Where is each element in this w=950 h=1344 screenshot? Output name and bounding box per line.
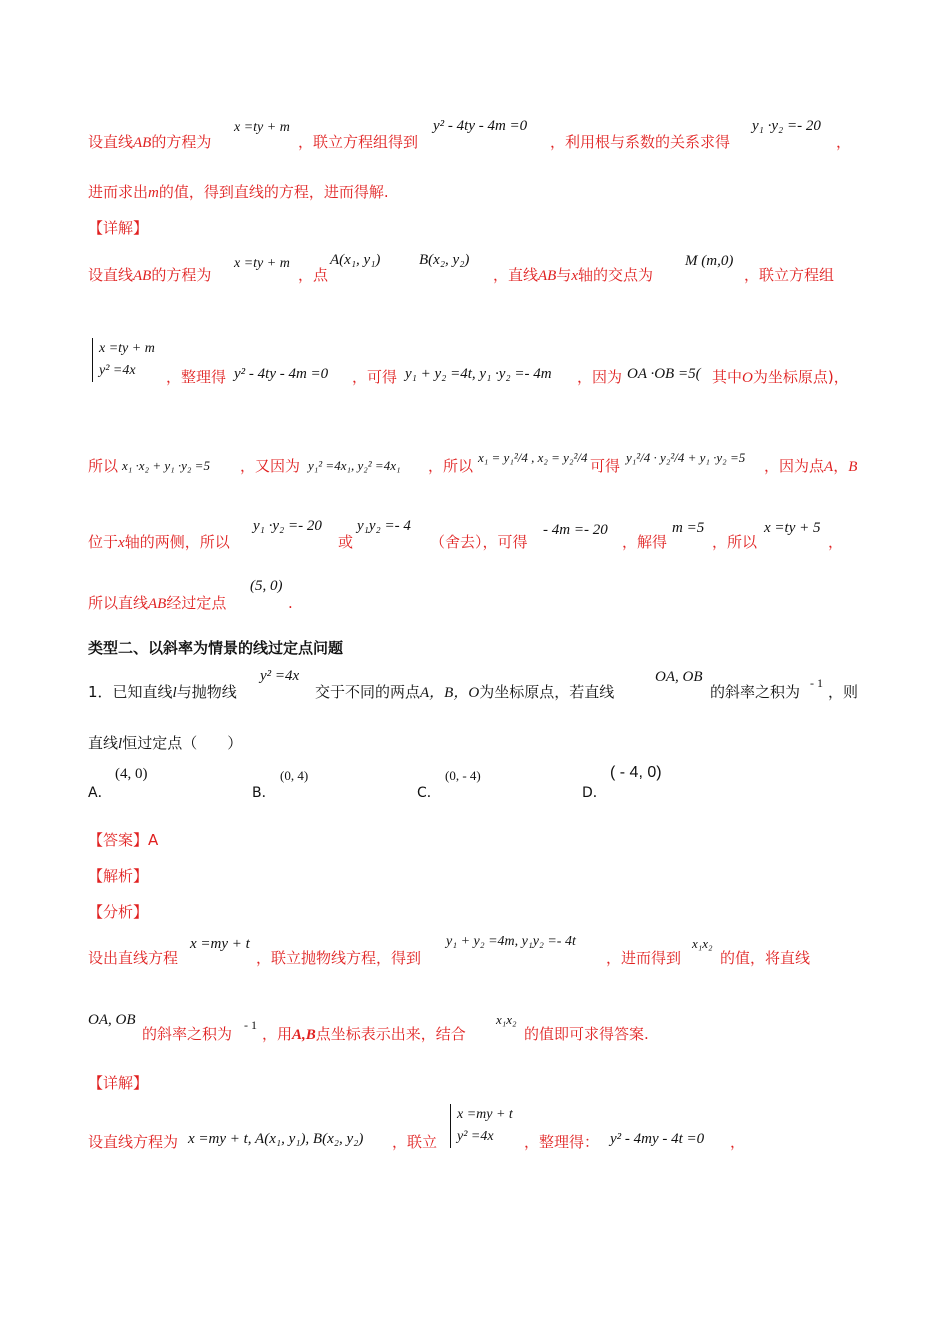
eq-vieta-1: y₁ + y₂ =4t, y₁ ·y₂ =- 4m <box>405 366 552 382</box>
equation-system-2: x =my + t y² =4x <box>450 1104 513 1148</box>
detail1-line4-a: 位于x轴的两侧，所以 <box>88 533 230 551</box>
answer-line2-b: ，用A,B点坐标表示出来，结合 <box>262 1025 466 1043</box>
option-B-value: (0, 4) <box>280 768 309 783</box>
answer-line1-a: 设出直线方程 <box>88 949 179 967</box>
detail1-line5: 所以直线AB经过定点 <box>88 594 227 612</box>
intro-line1-prefix: 设直线AB的方程为 <box>88 133 212 151</box>
eq-OA-OB: OA, OB <box>655 669 703 685</box>
eq-neg1: - 1 <box>810 676 823 690</box>
eq-parabola: y² =4x <box>260 668 300 684</box>
section-heading: 类型二、以斜率为情景的线过定点问题 <box>88 639 344 657</box>
answer-label: 【答案】A <box>88 831 159 849</box>
eq-product-y: y₁ ·y₂ =- 20 <box>752 118 821 134</box>
question-line1-a: 1．已知直线l与抛物线 <box>88 683 237 701</box>
detail1-line2-d: 其中O为坐标原点)， <box>712 368 849 386</box>
option-C-value: (0, - 4) <box>445 768 481 783</box>
detail1-line1-mid: ，直线AB与x轴的交点为 <box>493 266 654 284</box>
detail1-line4-end: ， <box>828 533 844 551</box>
detail1-line4-solve: ，解得 <box>622 533 668 551</box>
eq-x-from-y: x₁ = y₁²/4 , x₂ = y₂²/4 <box>478 450 588 465</box>
analysis-label: 【解析】 <box>88 867 149 885</box>
intro-line1-mid2: ，利用根与系数的关系求得 <box>550 133 731 151</box>
eq-OA-OB-2: OA, OB <box>88 1012 136 1028</box>
option-A-value: (4, 0) <box>115 766 148 782</box>
eq-fraction-product: y₁²/4 · y₂²/4 + y₁ ·y₂ =5 <box>626 450 746 465</box>
eq-dot-product: OA ·OB =5( <box>627 366 701 382</box>
eq-quadratic-3: y² - 4my - 4t =0 <box>610 1131 705 1147</box>
eq-product-neg4: y₁y₂ =- 4 <box>357 518 411 534</box>
equation-system-1: x =ty + m y² =4x <box>92 338 155 382</box>
intro-line1-mid: ，联立方程组得到 <box>298 133 419 151</box>
answer-line3-d: ， <box>730 1133 746 1151</box>
detail1-line3-a: 所以 <box>88 457 119 475</box>
eq-quadratic-2: y² - 4ty - 4m =0 <box>234 366 329 382</box>
detail1-line3-b: ，又因为 <box>240 457 301 475</box>
answer-line3-a: 设直线方程为 <box>88 1133 179 1151</box>
eq-sum-five: x₁ ·x₂ + y₁ ·y₂ =5 <box>122 458 210 473</box>
eq-vieta-2: y₁ + y₂ =4m, y₁y₂ =- 4t <box>446 934 576 949</box>
eq-m-5: m =5 <box>672 520 705 536</box>
question-line2: 直线l恒过定点（ ） <box>88 734 243 752</box>
eq-point-A: A(x₁, y₁) <box>330 252 381 268</box>
eq-line-x-ty-m-2: x =ty + m <box>234 256 290 271</box>
fenxi-label: 【分析】 <box>88 903 149 921</box>
detail1-point-label: ，点 <box>298 266 329 284</box>
intro-line2: 进而求出m的值，得到直线的方程，进而得解. <box>88 183 389 201</box>
detail1-line1-prefix: 设直线AB的方程为 <box>88 266 212 284</box>
detail1-line5-end: . <box>288 594 293 612</box>
answer-line1-c: ，进而得到 <box>606 949 682 967</box>
detail1-line4-discard: （舍去），可得 <box>430 533 528 551</box>
eq-line-points: x =my + t, A(x₁, y₁), B(x₂, y₂) <box>188 1131 364 1147</box>
detail-label: 【详解】 <box>88 219 149 237</box>
detail1-line2-a: ，整理得 <box>166 368 227 386</box>
detail1-line3-d: 可得 <box>590 457 621 475</box>
detail1-line2-b: ，可得 <box>352 368 398 386</box>
option-A[interactable]: A． <box>88 785 112 801</box>
eq-neg4m: - 4m =- 20 <box>543 522 608 538</box>
detail1-line2-c: ，因为 <box>577 368 623 386</box>
question-line1-d: ，则 <box>828 683 859 701</box>
eq-point-M: M (m,0) <box>685 253 734 269</box>
option-D-value: ( - 4, 0) <box>610 764 662 781</box>
eq-quadratic: y² - 4ty - 4m =0 <box>433 118 528 134</box>
answer-line1-d: 的值，将直线 <box>720 949 811 967</box>
eq-point-B: B(x₂, y₂) <box>419 252 470 268</box>
eq-fixed-point-5-0: (5, 0) <box>250 578 283 594</box>
answer-line3-c: ，整理得： <box>524 1133 600 1151</box>
eq-parabola-points: y₁² =4x₁, y₂² =4x₁ <box>308 458 401 473</box>
intro-line1-end: ， <box>836 133 852 151</box>
detail1-line3-c: ，所以 <box>428 457 474 475</box>
option-C[interactable]: C． <box>417 785 441 801</box>
answer-line2-a: 的斜率之积为 <box>142 1025 233 1043</box>
eq-x1x2-2: x₁x₂ <box>496 1012 517 1027</box>
question-line1-c: 的斜率之积为 <box>710 683 801 701</box>
detail1-line1-end: ，联立方程组 <box>744 266 835 284</box>
detail1-line4-so: ，所以 <box>712 533 758 551</box>
answer-line1-b: ，联立抛物线方程，得到 <box>256 949 422 967</box>
detail1-line3-e: ，因为点A，B <box>764 457 858 475</box>
question-line1-b: 交于不同的两点A，B，O为坐标原点，若直线 <box>315 683 615 701</box>
eq-line-x-ty-m: x =ty + m <box>234 120 290 135</box>
answer-detail-label: 【详解】 <box>88 1074 149 1092</box>
option-B[interactable]: B． <box>252 785 276 801</box>
option-D[interactable]: D． <box>582 785 607 801</box>
eq-x1x2: x₁x₂ <box>692 936 713 951</box>
detail1-line4-or: 或 <box>338 533 354 551</box>
answer-line3-b: ，联立 <box>392 1133 438 1151</box>
eq-line-my-t: x =my + t <box>190 936 250 952</box>
eq-line-final: x =ty + 5 <box>764 520 821 536</box>
answer-line2-c: 的值即可求得答案. <box>524 1025 649 1043</box>
eq-product-neg20: y₁ ·y₂ =- 20 <box>253 518 322 534</box>
eq-neg1-2: - 1 <box>244 1018 257 1032</box>
